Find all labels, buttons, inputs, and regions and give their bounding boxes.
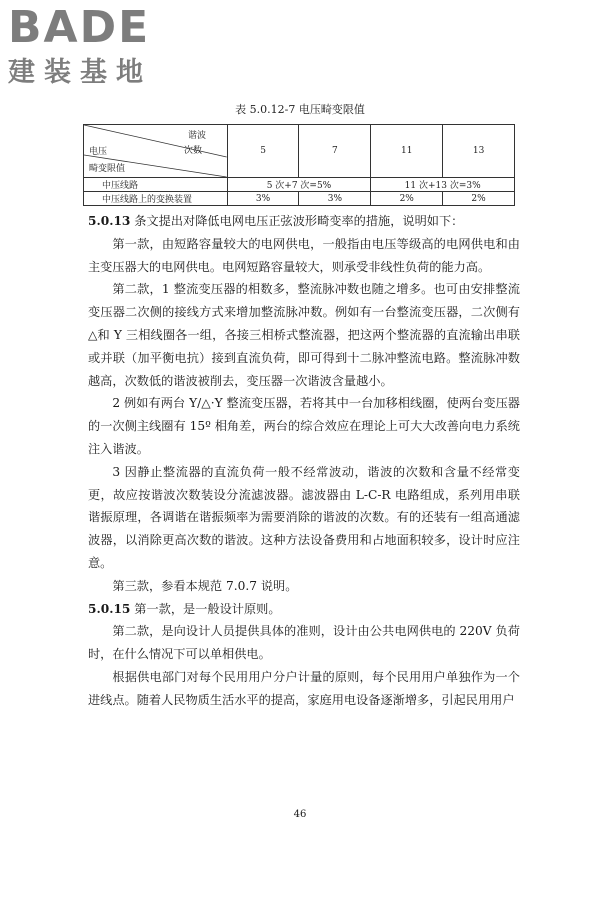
header-harmonic: 谐波 — [188, 131, 207, 141]
table-cell: 3% — [299, 192, 371, 206]
table-row — [84, 178, 515, 192]
row-label: 中压线路 — [84, 178, 228, 192]
merged-cell: 11 次+13 次=3% — [371, 178, 515, 192]
paragraph: 2 例如有两台 Y/△·Y 整流变压器，若将其中一台加移相线圈，使两台变压器的一次侧主线圈有 15º 相角差，两台的综合效应在理论上可大大改善向电力系统注入谐波。 — [88, 396, 520, 456]
page-number: 46 — [293, 809, 307, 820]
paragraph: 第三款，参看本规范 7.0.7 说明。 — [112, 578, 298, 593]
header-voltage: 电压 — [89, 147, 108, 157]
paragraph: 3 因静止整流器的直流负荷一般不经常波动，谐波的次数和含量不经常变更，故应按谐波次数装设分流滤波器。滤波器由 L-C-R 电路组成，系列用串联谐振原理，各调谐在谐振频率为需要消除的谐波的次数。有的还装有一组高通滤波器，以消除更高次数的谐波。这种方法设备费用和占地面积较多，设计时应注意。 — [88, 464, 520, 570]
logo-subtitle: 建装基地 — [8, 57, 152, 88]
order-7: 7 — [299, 125, 371, 178]
paragraph: 第二款，1 整流变压器的相数多，整流脉冲数也随之增多。也可由安排整流变压器二次侧的接线方式来增加整流脉冲数。例如有一台整流变压器，二次侧有△和 Y 三相线圈各一组，各接三相桥式整流器，把这两个整流器的直流输出串联或并联（加平衡电抗）接到直流负荷，即可得到十二脉冲整流电路。整流脉冲数越高，次数低的谐波被削去，变压器一次谐波含量越小。 — [88, 282, 520, 388]
header-distortion: 畸变限值 — [89, 164, 126, 174]
paragraph: 5.0.13 条文提出对降低电网电压正弦波形畸变率的措施，说明如下： — [88, 214, 464, 228]
logo-brand: BADE — [8, 2, 151, 53]
paragraph: 5.0.15 第一款，是一般设计原则。 — [88, 601, 281, 616]
order-13: 13 — [443, 125, 515, 178]
voltage-distortion-table — [83, 124, 515, 206]
clause-number: 5.0.13 — [88, 214, 131, 228]
order-5: 5 — [227, 125, 299, 178]
bade-logo — [8, 4, 188, 94]
paragraph: 根据供电部门对每个民用用户分户计量的原则，每个民用用户单独作为一个进线点。随着人民物质生活水平的提高，家庭用电设备逐渐增多，引起民用用户 — [88, 669, 520, 707]
paragraph: 第一款，由短路容量较大的电网供电，一般指由电压等级高的电网供电和由主变压器大的电网供电。电网短路容量较大，则承受非线性负荷的能力高。 — [88, 236, 520, 274]
body-text — [88, 210, 520, 712]
table-row — [84, 192, 515, 206]
clause-number: 5.0.15 — [88, 601, 131, 616]
row-label: 中压线路上的变换装置 — [84, 192, 228, 206]
table-header-corner — [84, 125, 228, 178]
table-cell: 2% — [371, 192, 443, 206]
table-cell: 2% — [443, 192, 515, 206]
merged-cell: 5 次+7 次=5% — [227, 178, 371, 192]
table-caption: 表 5.0.12-7 电压畸变限值 — [235, 103, 365, 116]
order-11: 11 — [371, 125, 443, 178]
table-cell: 3% — [227, 192, 299, 206]
header-order: 次数 — [184, 146, 203, 156]
table-header-row — [84, 125, 515, 178]
paragraph: 第二款，是向设计人员提供具体的准则，设计由公共电网供电的 220V 负荷时，在什么情况下可以单相供电。 — [88, 624, 520, 662]
